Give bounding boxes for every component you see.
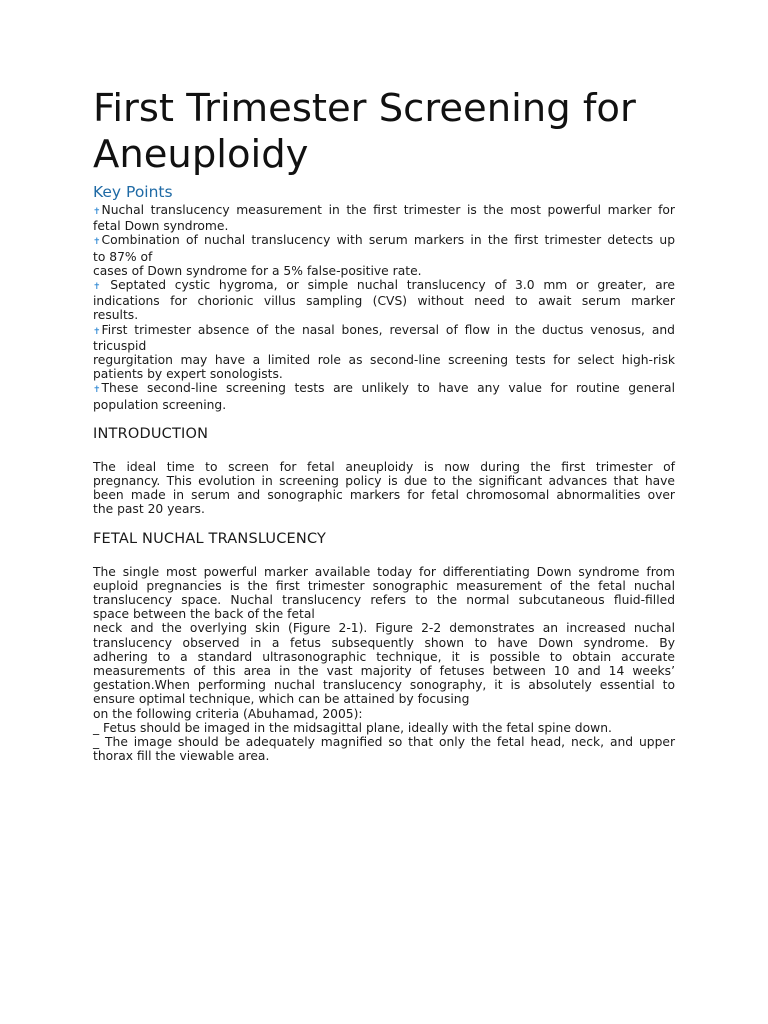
key-point-line <box>93 308 675 322</box>
key-point-line <box>93 278 675 294</box>
key-point-text: Nuchal translucency measurement in the first trimester is the most powerful marker for <box>101 203 675 217</box>
key-point-item <box>93 381 675 411</box>
cross-bullet-icon: ✝ <box>93 237 101 248</box>
paragraph-line: _ Fetus should be imaged in the midsagittal plane, ideally with the fetal spine down. <box>93 720 612 735</box>
document-content <box>93 86 675 764</box>
paragraph-line: space between the back of the fetal <box>93 607 315 622</box>
introduction-paragraph <box>93 460 675 517</box>
paragraph-line: been made in serum and sonographic markers for fetal chromosomal abnormalities over <box>93 488 675 503</box>
key-point-text: population screening. <box>93 397 227 412</box>
paragraph-line: adhering to a standard ultrasonographic technique, it is possible to obtain accurate <box>93 649 675 664</box>
key-point-line <box>93 250 675 264</box>
key-point-text: First trimester absence of the nasal bones, reversal of flow in the ductus venosus, and <box>101 322 675 337</box>
key-point-line <box>93 398 675 412</box>
paragraph-line: translucency space. Nuchal translucency refers to the normal subcutaneous fluid-filled <box>93 593 675 608</box>
cross-bullet-icon: ✝ <box>93 207 101 217</box>
fetal-nuchal-paragraph <box>93 565 675 764</box>
key-point-text: fetal Down syndrome. <box>93 219 229 234</box>
key-point-text: Septated cystic hygroma, or simple nuchal translucency of 3.0 mm or greater, are <box>101 278 675 293</box>
key-point-item <box>93 278 675 323</box>
paragraph-line: pregnancy. This evolution in screening policy is due to the significant advances that have <box>93 474 675 489</box>
document-title: First Trimester Screening for Aneuploidy <box>93 86 636 177</box>
key-point-text: These second-line screening tests are unlikely to have any value for routine general <box>101 381 675 396</box>
paragraph-line: The ideal time to screen for fetal aneuploidy is now during the first trimester of <box>93 459 675 474</box>
key-point-line <box>93 233 675 249</box>
key-point-text: indications for chorionic villus sampling (CVS) without need to await serum marker <box>93 294 675 309</box>
key-point-text: Combination of nuchal translucency with serum markers in the first trimester detects up <box>101 233 675 248</box>
key-point-line <box>93 264 675 278</box>
key-point-item <box>93 233 675 278</box>
key-point-item <box>93 203 675 233</box>
paragraph-line: thorax fill the viewable area. <box>93 749 270 764</box>
paragraph-line: on the following criteria (Abuhamad, 2005): <box>93 706 363 721</box>
key-point-line <box>93 219 675 233</box>
cross-bullet-icon: ✝ <box>93 385 101 396</box>
key-point-line <box>93 294 675 308</box>
fetal-nuchal-heading: FETAL NUCHAL TRANSLUCENCY <box>93 530 327 547</box>
key-point-line <box>93 381 675 397</box>
key-point-line <box>93 367 675 381</box>
key-point-text: regurgitation may have a limited role as second-line screening tests for select high-risk <box>93 353 675 368</box>
key-point-text: tricuspid <box>93 338 147 353</box>
paragraph-line: gestation.When performing nuchal translucency sonography, it is absolutely essential to <box>93 678 675 693</box>
paragraph-line: euploid pregnancies is the first trimester sonographic measurement of the fetal nuchal <box>93 578 675 593</box>
key-point-line <box>93 203 675 219</box>
paragraph-line: translucency observed in a fetus subsequently shown to have Down syndrome. By <box>93 635 675 650</box>
cross-bullet-icon: ✝ <box>93 282 101 293</box>
introduction-heading: INTRODUCTION <box>93 425 209 442</box>
key-point-line <box>93 339 675 353</box>
key-point-text: results. <box>93 308 139 323</box>
key-point-text: cases of Down syndrome for a 5% false-positive rate. <box>93 263 422 278</box>
key-point-text: patients by expert sonologists. <box>93 367 283 382</box>
paragraph-line: _ The image should be adequately magnified so that only the fetal head, neck, and upper <box>93 735 675 750</box>
paragraph-line: The single most powerful marker available today for differentiating Down syndrome from <box>93 564 675 579</box>
key-point-line <box>93 353 675 367</box>
paragraph-line: ensure optimal technique, which can be attained by focusing <box>93 692 470 707</box>
paragraph-line: the past 20 years. <box>93 502 205 517</box>
cross-bullet-icon: ✝ <box>93 326 101 337</box>
paragraph-line: neck and the overlying skin (Figure 2-1). Figure 2-2 demonstrates an increased nuchal <box>93 621 675 636</box>
key-points-list <box>93 203 675 412</box>
key-point-text: to 87% of <box>93 249 153 264</box>
paragraph-line: measurements of this area in the vast majority of fetuses between 10 and 14 weeks’ <box>93 664 675 679</box>
key-point-line <box>93 323 675 339</box>
key-point-item <box>93 323 675 382</box>
key-points-heading: Key Points <box>93 183 173 201</box>
